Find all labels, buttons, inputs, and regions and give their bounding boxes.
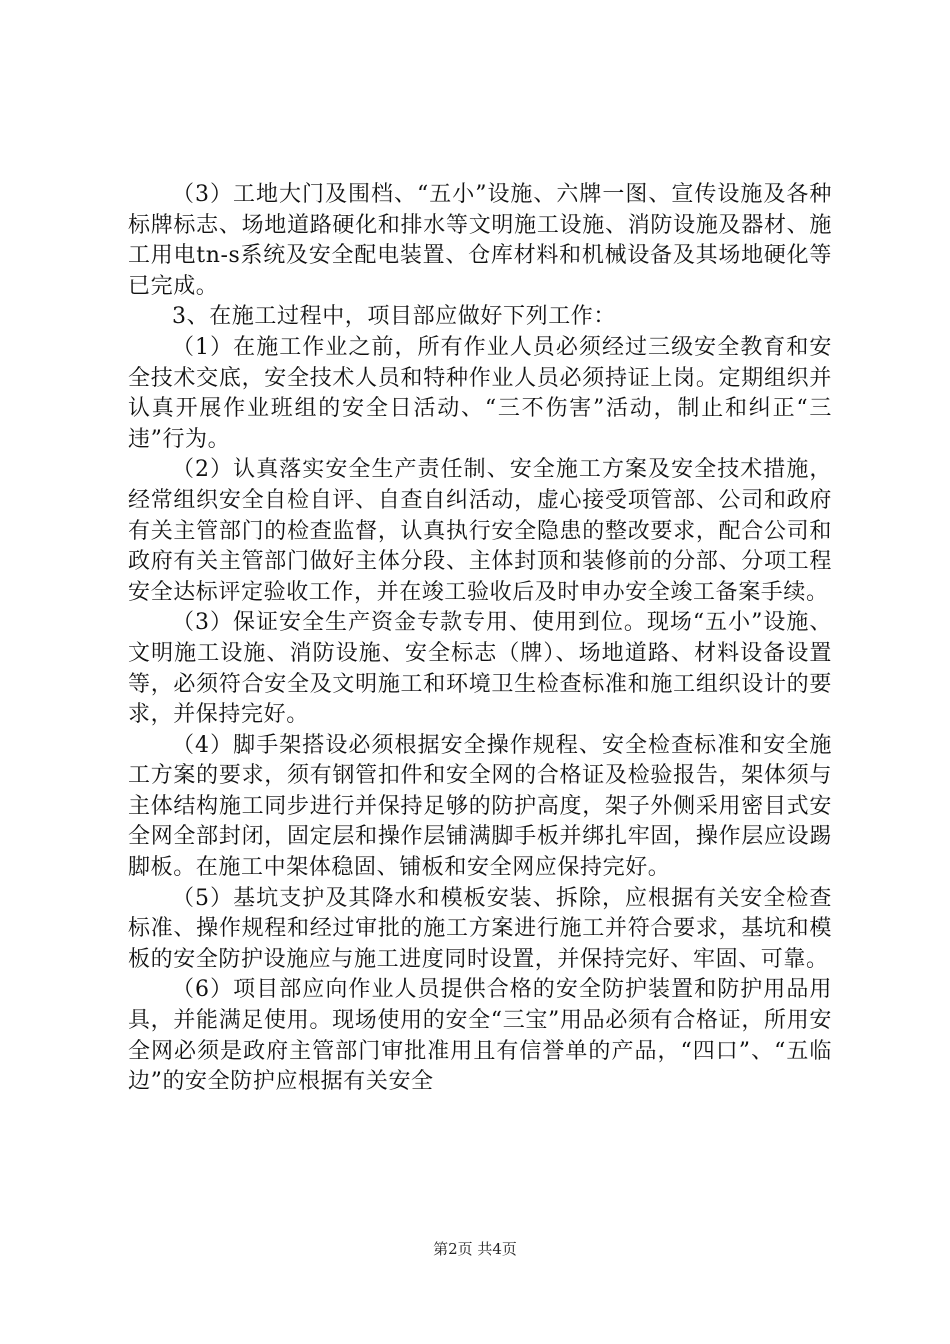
paragraph-6: （4）脚手架搭设必须根据安全操作规程、安全检查标准和安全施工方案的要求，须有钢管扣件和安全网的合格证及检验报告，架体须与主体结构施工同步进行并保持足够的防护高度，架子外侧采用密目式安全网全部封闭，固定层和操作层铺满脚手板并绑扎牢固，操作层应设踢脚板。在施工中架体稳固、铺板和安全网应保持完好。 (128, 732, 832, 881)
paragraph-1: （3）工地大门及围档、“五小”设施、六牌一图、宣传设施及各种标牌标志、场地道路硬化和排水等文明施工设施、消防设施及器材、施工用电tn-s系统及安全配电装置、仓库材料和机械设备及其场地硬化等已完成。 (128, 182, 832, 299)
paragraph-8: （6）项目部应向作业人员提供合格的安全防护装置和防护用品用具，并能满足使用。现场使用的安全“三宝”用品必须有合格证，所用安全网必须是政府主管部门审批准用且有信誉单的产品，“四口”、“五临边”的安全防护应根据有关安全 (128, 977, 832, 1095)
paragraph-4: （2）认真落实安全生产责任制、安全施工方案及安全技术措施，经常组织安全自检自评、自查自纠活动，虚心接受项管部、公司和政府有关主管部门的检查监督，认真执行安全隐患的整改要求，配合公司和政府有关主管部门做好主体分段、主体封顶和装修前的分部、分项工程安全达标评定验收工作，并在竣工验收后及时申办安全竣工备案手续。 (128, 457, 832, 605)
paragraph-2: 3、在施工过程中，项目部应做好下列工作： (172, 304, 616, 330)
document-body (128, 180, 832, 1098)
page-footer: 第2页 共4页 (433, 1240, 517, 1258)
paragraph-3: （1）在施工作业之前，所有作业人员必须经过三级安全教育和安全技术交底，安全技术人员和特种作业人员必须持证上岗。定期组织并认真开展作业班组的安全日活动、“三不伤害”活动，制止和纠正“三违”行为。 (128, 334, 832, 452)
paragraph-5: （3）保证安全生产资金专款专用、使用到位。现场“五小”设施、文明施工设施、消防设施、安全标志（牌）、场地道路、材料设备设置等，必须符合安全及文明施工和环境卫生检查标准和施工组织设计的要求，并保持完好。 (128, 610, 832, 728)
paragraph-7: （5）基坑支护及其降水和模板安装、拆除，应根据有关安全检查标准、操作规程和经过审批的施工方案进行施工并符合要求，基坑和模板的安全防护设施应与施工进度同时设置，并保持完好、牢固、可靠。 (128, 885, 832, 972)
